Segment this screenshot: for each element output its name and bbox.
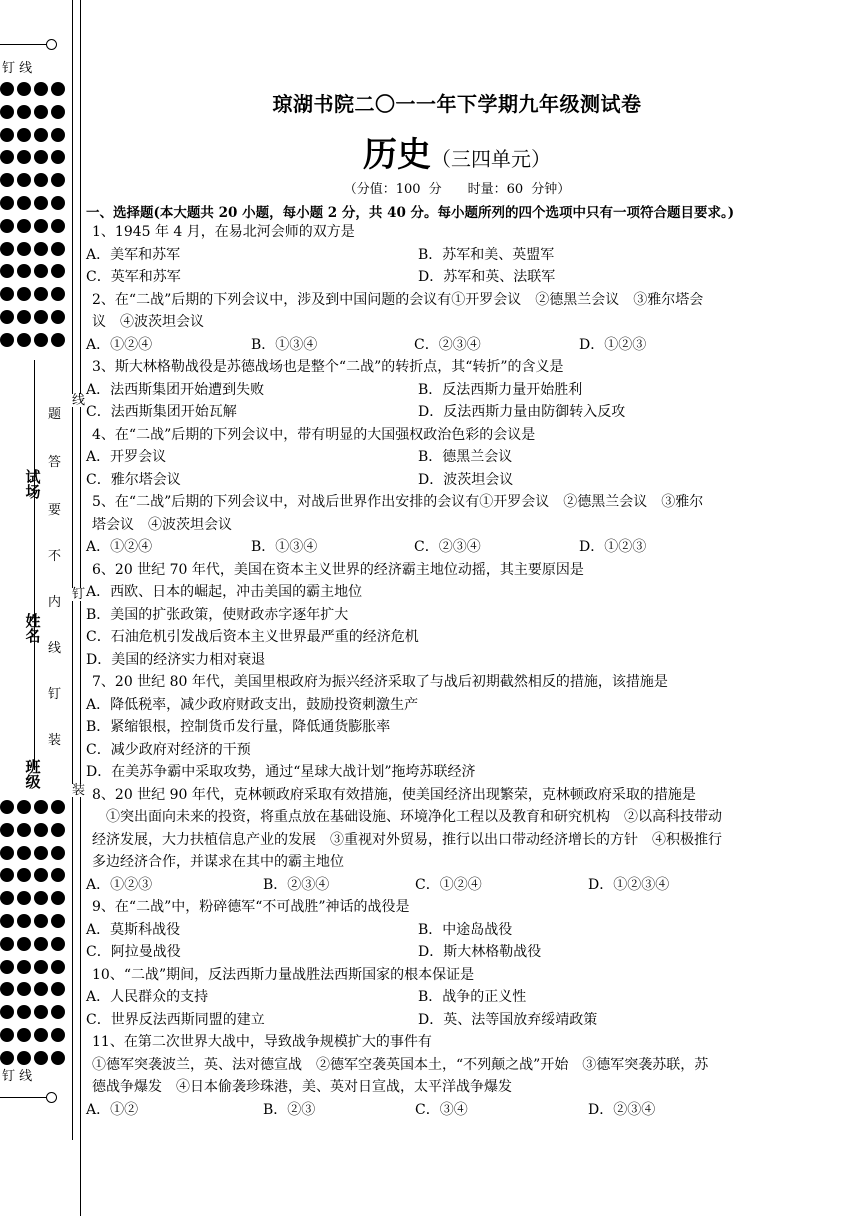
punch-hole-dot	[51, 868, 65, 882]
punch-hole-dot	[17, 310, 31, 324]
answer-option: A．美军和苏军	[86, 246, 181, 263]
punch-hole-dot	[51, 196, 65, 210]
punch-hole-dot	[34, 219, 48, 233]
answer-option: C．②③④	[414, 336, 481, 353]
punch-hole-dot	[17, 1005, 31, 1019]
answer-option: C．阿拉曼战役	[86, 944, 181, 960]
punch-hole-dot	[0, 823, 14, 837]
option-row	[86, 401, 782, 424]
option-row	[86, 266, 782, 289]
tip-char: 不	[48, 549, 62, 564]
punch-hole-dot	[17, 914, 31, 928]
option-row	[86, 716, 782, 739]
option-row	[86, 649, 782, 672]
punch-hole-dot	[34, 196, 48, 210]
score-time-info: （分值：100 分 时量：60 分钟）	[343, 182, 571, 197]
question-stem: 6、20 世纪 70 年代，美国在资本主义世界的经济霸主地位动摇，其主要原因是	[92, 561, 584, 578]
punch-hole-dot	[0, 82, 14, 96]
section-title: 一、选择题(本大题共 20 小题，每小题 2 分，共 40 分。每小题所列的四个选项中只有一项符合题目要求。)	[86, 205, 735, 221]
answer-option: B．①③④	[251, 539, 318, 555]
punch-hole-dot	[51, 150, 65, 164]
answer-option: B．①③④	[251, 336, 318, 353]
punch-hole-dot	[51, 82, 65, 96]
punch-hole-dot	[34, 960, 48, 974]
punch-hole-dot	[51, 173, 65, 187]
tip-char: 装	[48, 733, 62, 748]
answer-option: C．法西斯集团开始瓦解	[86, 404, 237, 420]
question-stem: 9、在“二战”中，粉碎德军“不可战胜”神话的战役是	[92, 899, 410, 915]
question-stem: 1、1945 年 4 月，在易北河会师的双方是	[92, 224, 355, 240]
answer-option: A．人民群众的支持	[86, 989, 209, 1005]
punch-hole-dot	[34, 982, 48, 996]
punch-hole-dot	[17, 287, 31, 301]
punch-hole-dot	[17, 173, 31, 187]
punch-hole-dot	[51, 1051, 65, 1065]
unit-name: （三四单元）	[431, 147, 551, 171]
punch-hole-dot	[34, 333, 48, 347]
answer-option: A．开罗会议	[86, 449, 167, 465]
tip-char: 钉	[48, 687, 62, 702]
punch-hole-dot	[51, 937, 65, 951]
punch-hole-dot	[51, 982, 65, 996]
punch-hole-dot	[0, 846, 14, 860]
punch-hole-dot	[34, 173, 48, 187]
punch-hole-dot	[0, 982, 14, 996]
answer-option: C．②③④	[414, 539, 481, 555]
punch-hole-dot	[0, 196, 14, 210]
punch-hole-dot	[0, 960, 14, 974]
question-item	[86, 964, 782, 1032]
punch-hole-dot	[17, 264, 31, 278]
outer-binding-line	[80, 0, 81, 1216]
punch-hole-dot	[34, 287, 48, 301]
answer-option: D．在美苏争霸中采取攻势，通过“星球大战计划”拖垮苏联经济	[86, 764, 476, 780]
school-title: 琼湖书院二〇一一年下学期九年级测试卷	[272, 92, 642, 116]
question-stem: 10、“二战”期间，反法西斯力量战胜法西斯国家的根本保证是	[92, 966, 475, 983]
punch-hole-dot	[0, 287, 14, 301]
cut-line-char: 钉	[72, 587, 86, 602]
top-ring-icon	[46, 39, 57, 50]
answer-option: D．斯大林格勒战役	[418, 944, 542, 960]
question-stem: 多边经济合作，并谋求在其中的霸主地位	[92, 854, 344, 870]
question-stem: ①突出面向未来的投资，将重点放在基础设施、环境净化工程以及教育和研究机构 ②以高科技带动	[92, 809, 722, 825]
punch-hole-dot	[17, 960, 31, 974]
answer-option: B．德黑兰会议	[418, 449, 513, 465]
answer-option: C．减少政府对经济的干预	[86, 741, 251, 758]
answer-option: D．美国的经济实力相对衰退	[86, 651, 266, 668]
punch-hole-dot	[0, 891, 14, 905]
punch-hole-dot	[0, 128, 14, 142]
question-item	[86, 491, 782, 559]
tip-char: 题	[48, 407, 62, 422]
punch-hole-dot	[34, 128, 48, 142]
punch-hole-dot	[34, 937, 48, 951]
answer-option: A．降低税率，减少政府财政支出，鼓励投资刺激生产	[86, 696, 419, 713]
answer-option: C．雅尔塔会议	[86, 471, 181, 488]
answer-option: B．中途岛战役	[418, 921, 513, 938]
answer-option: D．波茨坦会议	[418, 471, 514, 488]
punch-hole-dot	[17, 1051, 31, 1065]
punch-hole-dot	[51, 823, 65, 837]
tip-char: 内	[48, 595, 62, 610]
punch-hole-dot	[17, 105, 31, 119]
punch-hole-dot	[0, 264, 14, 278]
punch-hole-dot	[0, 105, 14, 119]
question-stem: 经济发展，大力扶植信息产业的发展 ③重视对外贸易，推行以出口带动经济增长的方针 ④积极推行	[92, 831, 722, 848]
punch-hole-dot	[51, 960, 65, 974]
question-stem: 议 ④波茨坦会议	[92, 314, 204, 330]
answer-option: C．①②④	[415, 876, 482, 893]
margin-bottom-label: 钉 线	[2, 1069, 33, 1084]
punch-hole-dot	[0, 1005, 14, 1019]
question-item	[86, 356, 782, 424]
answer-option: B．苏军和美、英盟军	[418, 246, 555, 263]
punch-hole-dot	[51, 105, 65, 119]
option-row	[86, 694, 782, 717]
question-stem: 8、20 世纪 90 年代，克林顿政府采取有效措施，使美国经济出现繁荣，克林顿政府采取的措施是	[92, 786, 696, 803]
punch-hole-dot	[0, 1051, 14, 1065]
punch-hole-dot	[51, 242, 65, 256]
exam-paper	[86, 88, 782, 1121]
question-stem: 7、20 世纪 80 年代，美国里根政府为振兴经济采取了与战后初期截然相反的措施，该措施是	[92, 674, 668, 690]
punch-hole-dot	[51, 287, 65, 301]
punch-hole-dot	[34, 891, 48, 905]
punch-hole-dot	[34, 105, 48, 119]
option-row	[86, 334, 782, 357]
top-tick-line	[0, 44, 48, 45]
punch-hole-dot	[51, 128, 65, 142]
option-row	[86, 581, 782, 604]
question-stem: 塔会议 ④波茨坦会议	[92, 516, 232, 533]
punch-hole-dot	[17, 242, 31, 256]
punch-hole-dot	[0, 219, 14, 233]
option-row	[86, 244, 782, 267]
punch-hole-dot	[17, 82, 31, 96]
punch-hole-dot	[51, 846, 65, 860]
question-stem: 11、在第二次世界大战中，导致战争规模扩大的事件有	[92, 1034, 432, 1050]
punch-hole-dot	[51, 333, 65, 347]
punch-hole-dot	[51, 310, 65, 324]
punch-hole-dot	[51, 1028, 65, 1042]
punch-hole-dot	[34, 310, 48, 324]
punch-hole-dot	[17, 823, 31, 837]
punch-hole-dot	[51, 264, 65, 278]
question-item	[86, 289, 782, 357]
punch-hole-dot	[51, 914, 65, 928]
answer-option: A．①②	[86, 1101, 139, 1118]
answer-option: A．莫斯科战役	[86, 921, 181, 938]
answer-option: D．英、法等国放弃绥靖政策	[418, 1011, 598, 1028]
answer-option: D．①②③	[579, 539, 647, 555]
answer-option: C．英军和苏军	[86, 269, 181, 285]
punch-hole-dot	[17, 150, 31, 164]
punch-hole-dot	[34, 823, 48, 837]
answer-option: C．③④	[415, 1101, 468, 1118]
tip-char: 要	[48, 503, 62, 518]
punch-hole-dot	[34, 868, 48, 882]
answer-option: A．法西斯集团开始遭到失败	[86, 381, 265, 398]
punch-hole-dot	[34, 242, 48, 256]
punch-hole-dot	[0, 868, 14, 882]
option-row	[86, 469, 782, 492]
option-row	[86, 1099, 782, 1122]
margin-top-label: 钉 线	[2, 61, 33, 76]
punch-hole-dot	[17, 219, 31, 233]
answer-option: B．②③④	[263, 876, 330, 893]
binding-margin	[0, 0, 86, 1216]
bottom-tick-line	[0, 1097, 48, 1098]
option-row	[86, 626, 782, 649]
answer-option: A．西欧、日本的崛起，冲击美国的霸主地位	[86, 584, 363, 600]
bottom-ring-icon	[46, 1092, 57, 1103]
question-stem: 2、在“二战”后期的下列会议中，涉及到中国问题的会议有①开罗会议 ②德黑兰会议 ③雅尔塔会	[92, 291, 704, 308]
option-row	[86, 1009, 782, 1032]
punch-hole-dot	[34, 800, 48, 814]
punch-hole-dot	[34, 264, 48, 278]
option-row	[86, 379, 782, 402]
question-item	[86, 671, 782, 784]
question-stem: 3、斯大林格勒战役是苏德战场也是整个“二战”的转折点，其“转折”的含义是	[92, 359, 564, 375]
option-row	[86, 761, 782, 784]
question-stem: 5、在“二战”后期的下列会议中，对战后世界作出安排的会议有①开罗会议 ②德黑兰会议 ③雅尔	[92, 494, 704, 510]
answer-option: B．战争的正义性	[418, 989, 527, 1005]
label-name: 姓名	[25, 612, 41, 645]
answer-option: D．①②③	[579, 336, 647, 353]
punch-hole-dot	[34, 1051, 48, 1065]
punch-hole-dot	[51, 1005, 65, 1019]
cut-line-char: 装	[72, 783, 86, 798]
cut-line-char: 线	[72, 393, 86, 408]
punch-hole-dot	[17, 868, 31, 882]
question-item	[86, 221, 782, 289]
answer-option: B．美国的扩张政策，使财政赤字逐年扩大	[86, 606, 349, 623]
punch-hole-dot	[34, 914, 48, 928]
option-row	[86, 941, 782, 964]
punch-hole-dot	[0, 800, 14, 814]
label-exam-room: 试场	[25, 468, 41, 501]
punch-hole-dot	[17, 891, 31, 905]
punch-hole-dot	[51, 891, 65, 905]
tip-char: 答	[48, 455, 62, 470]
punch-hole-dot	[0, 937, 14, 951]
punch-hole-dot	[0, 333, 14, 347]
punch-hole-dot	[0, 150, 14, 164]
punch-hole-dot	[0, 914, 14, 928]
punch-hole-dot	[0, 1028, 14, 1042]
punch-hole-dot	[34, 846, 48, 860]
answer-option: D．反法西斯力量由防御转入反攻	[418, 404, 626, 420]
tip-char: 线	[48, 641, 62, 656]
answer-option: A．①②④	[86, 336, 153, 353]
punch-hole-dot	[17, 982, 31, 996]
question-item	[86, 424, 782, 492]
punch-hole-dot	[17, 1028, 31, 1042]
question-item	[86, 784, 782, 897]
answer-option: B．紧缩银根，控制货币发行量，降低通货膨胀率	[86, 719, 391, 735]
punch-hole-dot	[0, 173, 14, 187]
question-stem: ①德军突袭波兰，英、法对德宣战 ②德军空袭英国本土，“不列颠之战”开始 ③德军突袭苏联，苏	[92, 1056, 709, 1073]
punch-hole-dot	[17, 196, 31, 210]
option-row	[86, 986, 782, 1009]
option-row	[86, 604, 782, 627]
subject-title	[132, 127, 782, 176]
answer-option: B．②③	[263, 1101, 316, 1118]
question-stem: 德战争爆发 ④日本偷袭珍珠港，美、英对日宣战，太平洋战争爆发	[92, 1079, 512, 1095]
inner-binding-line	[72, 0, 73, 1140]
answer-option: C．石油危机引发战后资本主义世界最严重的经济危机	[86, 629, 419, 645]
option-row	[86, 739, 782, 762]
punch-hole-dot	[34, 1005, 48, 1019]
punch-hole-dot	[34, 82, 48, 96]
question-stem: 4、在“二战”后期的下列会议中，带有明显的大国强权政治色彩的会议是	[92, 426, 536, 443]
punch-hole-dot	[0, 242, 14, 256]
question-item	[86, 896, 782, 964]
subject-name: 历史	[363, 135, 431, 175]
punch-hole-dot	[34, 1028, 48, 1042]
answer-option: D．②③④	[588, 1101, 656, 1118]
question-item	[86, 1031, 782, 1121]
punch-hole-dot	[51, 800, 65, 814]
name-column-line	[34, 360, 35, 770]
answer-option: A．①②③	[86, 876, 153, 893]
option-row	[86, 536, 782, 559]
option-row	[86, 874, 782, 897]
punch-hole-dot	[17, 128, 31, 142]
answer-option: D．①②③④	[588, 876, 670, 893]
answer-option: C．世界反法西斯同盟的建立	[86, 1011, 265, 1028]
punch-hole-dot	[34, 150, 48, 164]
question-item	[86, 559, 782, 672]
punch-hole-dot	[51, 219, 65, 233]
answer-option: A．①②④	[86, 539, 153, 555]
punch-hole-dot	[17, 846, 31, 860]
option-row	[86, 446, 782, 469]
punch-hole-dot	[17, 937, 31, 951]
option-row	[86, 919, 782, 942]
answer-option: B．反法西斯力量开始胜利	[418, 381, 583, 398]
punch-hole-dot	[17, 333, 31, 347]
answer-option: D．苏军和英、法联军	[418, 269, 556, 285]
label-class: 班级	[25, 758, 41, 791]
punch-hole-dot	[0, 310, 14, 324]
punch-hole-dot	[17, 800, 31, 814]
question-list	[86, 221, 782, 1121]
